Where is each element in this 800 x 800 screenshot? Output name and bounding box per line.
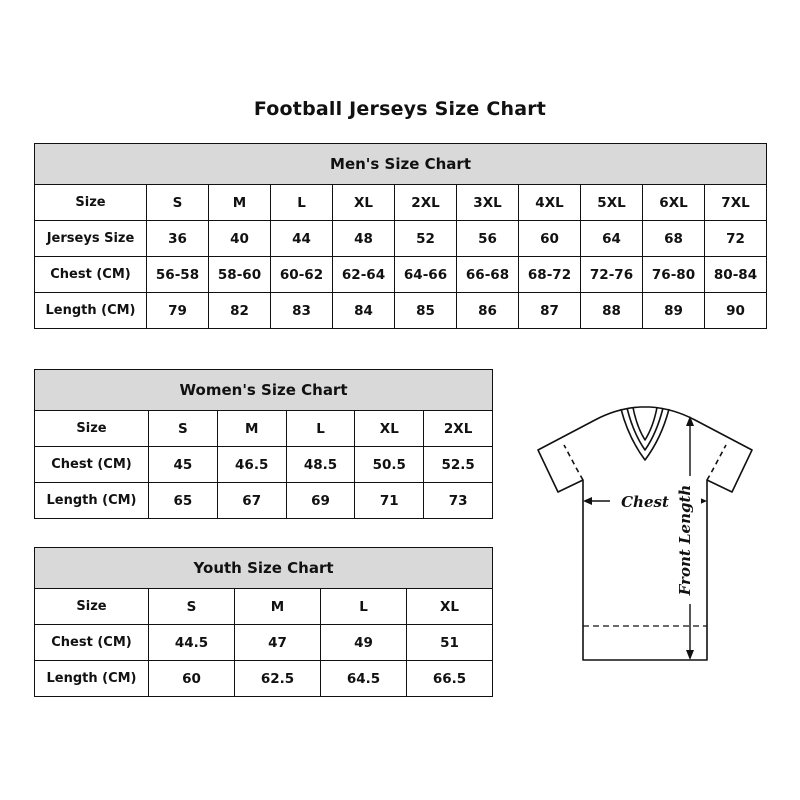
table-cell: M — [209, 185, 271, 221]
table-cell: 52 — [395, 221, 457, 257]
table-row — [35, 411, 493, 447]
table-cell: 82 — [209, 293, 271, 329]
womens-table-caption: Women's Size Chart — [35, 370, 493, 411]
table-cell: S — [149, 411, 218, 447]
table-cell: 90 — [705, 293, 767, 329]
table-cell: 47 — [235, 625, 321, 661]
row-header: Length (CM) — [35, 483, 149, 519]
table-row — [35, 483, 493, 519]
table-cell: 83 — [271, 293, 333, 329]
table-row — [35, 257, 767, 293]
table-cell: 5XL — [581, 185, 643, 221]
table-row — [35, 625, 493, 661]
table-cell: 67 — [217, 483, 286, 519]
table-cell: 85 — [395, 293, 457, 329]
front-length-label: Front Length — [676, 484, 694, 596]
table-cell: 86 — [457, 293, 519, 329]
table-cell: 87 — [519, 293, 581, 329]
table-row — [35, 661, 493, 697]
table-cell: 72 — [705, 221, 767, 257]
shirt-outline-icon — [538, 407, 752, 660]
table-cell: 66.5 — [407, 661, 493, 697]
table-cell: 72-76 — [581, 257, 643, 293]
table-row — [35, 185, 767, 221]
table-cell: 48 — [333, 221, 395, 257]
table-cell: 64-66 — [395, 257, 457, 293]
table-cell: 56 — [457, 221, 519, 257]
row-header: Size — [35, 589, 149, 625]
table-caption-row — [35, 144, 767, 185]
page-title: Football Jerseys Size Chart — [253, 98, 547, 120]
row-header: Chest (CM) — [35, 257, 147, 293]
table-cell: 64 — [581, 221, 643, 257]
table-cell: 2XL — [424, 411, 493, 447]
table-cell: L — [286, 411, 355, 447]
womens-size-chart-section — [34, 369, 493, 519]
table-cell: M — [235, 589, 321, 625]
mens-size-chart-section — [34, 143, 767, 329]
womens-size-table — [34, 369, 493, 519]
table-cell: 58-60 — [209, 257, 271, 293]
table-cell: 52.5 — [424, 447, 493, 483]
table-caption-row — [35, 548, 493, 589]
table-cell: 60 — [149, 661, 235, 697]
table-cell: 64.5 — [321, 661, 407, 697]
t-shirt-measurement-diagram — [500, 398, 790, 698]
table-cell: 44.5 — [149, 625, 235, 661]
table-cell: 68-72 — [519, 257, 581, 293]
table-row — [35, 589, 493, 625]
table-cell: 36 — [147, 221, 209, 257]
table-row — [35, 293, 767, 329]
table-cell: 69 — [286, 483, 355, 519]
table-cell: 51 — [407, 625, 493, 661]
table-cell: 65 — [149, 483, 218, 519]
table-cell: 88 — [581, 293, 643, 329]
table-cell: XL — [333, 185, 395, 221]
table-cell: 48.5 — [286, 447, 355, 483]
table-cell: 68 — [643, 221, 705, 257]
table-cell: 56-58 — [147, 257, 209, 293]
table-cell: 4XL — [519, 185, 581, 221]
row-header: Length (CM) — [35, 293, 147, 329]
table-cell: S — [147, 185, 209, 221]
table-cell: L — [271, 185, 333, 221]
table-caption-row — [35, 370, 493, 411]
row-header: Chest (CM) — [35, 447, 149, 483]
table-cell: 73 — [424, 483, 493, 519]
table-cell: 40 — [209, 221, 271, 257]
table-cell: 2XL — [395, 185, 457, 221]
row-header: Size — [35, 185, 147, 221]
table-cell: 66-68 — [457, 257, 519, 293]
row-header: Chest (CM) — [35, 625, 149, 661]
table-cell: 3XL — [457, 185, 519, 221]
table-row — [35, 221, 767, 257]
mens-table-caption: Men's Size Chart — [35, 144, 767, 185]
chest-label: Chest — [621, 493, 669, 511]
table-cell: 45 — [149, 447, 218, 483]
youth-table-caption: Youth Size Chart — [35, 548, 493, 589]
row-header: Size — [35, 411, 149, 447]
row-header: Jerseys Size — [35, 221, 147, 257]
table-cell: XL — [407, 589, 493, 625]
table-cell: M — [217, 411, 286, 447]
youth-size-table — [34, 547, 493, 697]
table-cell: L — [321, 589, 407, 625]
row-header: Length (CM) — [35, 661, 149, 697]
table-cell: 71 — [355, 483, 424, 519]
table-cell: 49 — [321, 625, 407, 661]
mens-size-table — [34, 143, 767, 329]
youth-size-chart-section — [34, 547, 493, 697]
table-cell: 50.5 — [355, 447, 424, 483]
table-cell: XL — [355, 411, 424, 447]
table-cell: 84 — [333, 293, 395, 329]
table-cell: 62.5 — [235, 661, 321, 697]
table-cell: 62-64 — [333, 257, 395, 293]
table-row — [35, 447, 493, 483]
table-cell: 7XL — [705, 185, 767, 221]
table-cell: 80-84 — [705, 257, 767, 293]
table-cell: 89 — [643, 293, 705, 329]
table-cell: 46.5 — [217, 447, 286, 483]
table-cell: S — [149, 589, 235, 625]
table-cell: 60 — [519, 221, 581, 257]
table-cell: 79 — [147, 293, 209, 329]
table-cell: 60-62 — [271, 257, 333, 293]
table-cell: 6XL — [643, 185, 705, 221]
table-cell: 76-80 — [643, 257, 705, 293]
table-cell: 44 — [271, 221, 333, 257]
